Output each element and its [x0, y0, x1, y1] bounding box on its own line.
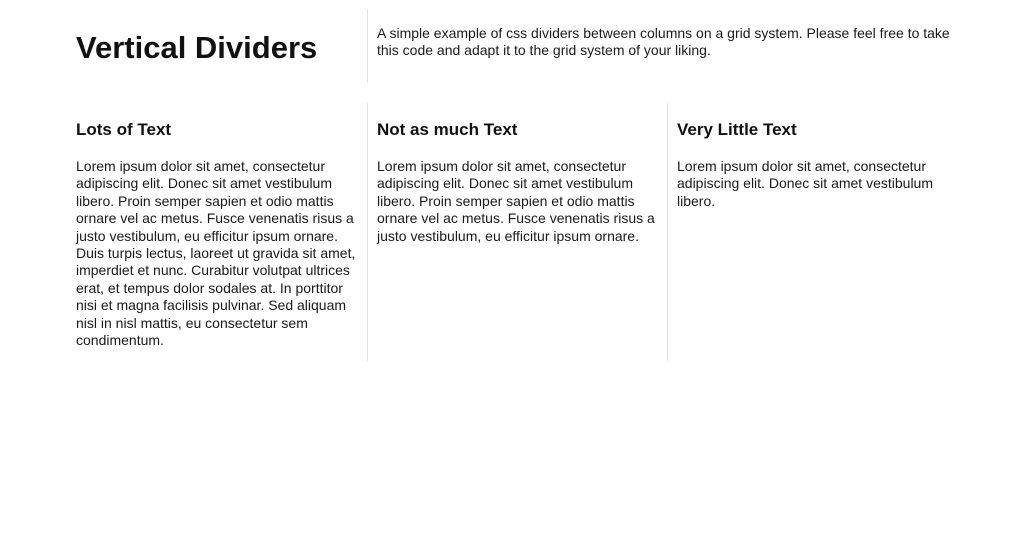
column-heading: Very Little Text [677, 120, 797, 139]
column-lots-of-text [67, 103, 367, 361]
column-body-text: Lorem ipsum dolor sit amet, consectetur adipiscing elit. Donec sit amet vestibulum libero. Proin semper sapien et odio mattis ornare vel ac metus. Fusce venenatis risus a justo vestibulum, eu efficitur ipsum ornare. Duis turpis lectus, laoreet ut gravida sit amet, imperdiet et nunc. Curabitur volutpat ultrices erat, et tempus dolor sodales at. In porttitor nisi et magna facilisis pulvinar. Sed aliquam nisl in nisl mattis, eu consectetur sem condimentum. [76, 158, 356, 349]
column-not-as-much-text [367, 103, 667, 361]
header-intro-column [367, 9, 967, 83]
intro-text: A simple example of css dividers between columns on a grid system. Please feel free to take this code and adapt it to the grid system of your liking. [377, 25, 950, 58]
column-heading: Not as much Text [377, 120, 518, 139]
header-row [67, 9, 967, 83]
content-row [67, 103, 967, 361]
column-body-text: Lorem ipsum dolor sit amet, consectetur adipiscing elit. Donec sit amet vestibulum libero. [677, 158, 934, 209]
column-heading: Lots of Text [76, 120, 172, 139]
column-body-text: Lorem ipsum dolor sit amet, consectetur adipiscing elit. Donec sit amet vestibulum libero. Proin semper sapien et odio mattis ornare vel ac metus. Fusce venenatis risus a justo vestibulum, eu efficitur ipsum ornare. [377, 158, 655, 244]
header-title-column [67, 9, 367, 83]
column-very-little-text [667, 103, 967, 361]
page-title: Vertical Dividers [76, 30, 318, 65]
